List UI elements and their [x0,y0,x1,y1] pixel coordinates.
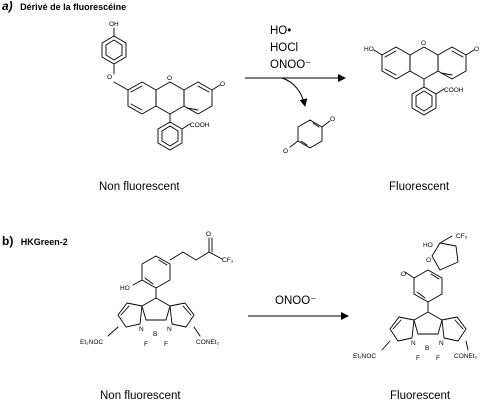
atom-o-spiro: O [426,257,432,264]
atom-o-ether: O [107,74,113,81]
atom-f-left-product: F [416,355,420,362]
atom-b-product: B [425,345,430,352]
atom-et2noc-left: Et₂NOC [80,339,104,346]
panel-a-reagents [270,25,311,71]
atom-o-bridge-right: O [421,40,427,47]
benzoquinone-structure [283,116,335,155]
hkgreen-2-structure [80,231,234,348]
atom-b: B [153,331,158,338]
atom-oh-top: OH [109,21,119,28]
atom-o-bridge: O [167,75,173,82]
atom-n-right-product: N [439,340,444,347]
reagent-peroxynitrite: ONOO⁻ [270,59,312,71]
panel-a [2,0,479,193]
fluorescein-structure [364,40,479,115]
reagent-hydroxyl-radical: HO• [270,25,292,37]
panel-b-letter: b) [2,234,14,248]
atom-cf3-left: CF₃ [222,257,234,264]
atom-ho-phenol: HO [120,285,130,292]
panel-b-heading [2,232,68,249]
atom-o-sidechain: O [206,231,212,238]
atom-cooh-right: COOH [444,87,464,94]
panel-b-left-caption: Non fluorescent [100,390,181,402]
atom-o-ketone-right: O [474,46,480,53]
panel-a-title: Dérivé de la fluorescéine [20,2,127,12]
panel-b [2,231,478,402]
atom-ho-right: HO [364,46,374,53]
panel-a-reaction-arrow [245,78,345,106]
atom-et2noc-right: Et₂NOC [353,353,377,360]
reagent-peroxynitrite-b: ONOO⁻ [275,295,317,307]
atom-cf3-right: CF₃ [456,233,468,240]
atom-n-left: N [139,326,144,333]
atom-o-quinone-bottom: O [283,148,289,155]
panel-a-heading [2,0,126,14]
panel-a-right-caption: Fluorescent [389,181,450,193]
panel-b-title: HKGreen-2 [20,237,68,247]
reagent-hypochlorous-acid: HOCl [270,42,299,54]
atom-n-left-product: N [411,340,416,347]
panel-a-letter: a) [2,0,13,13]
atom-o-ketone: O [220,81,226,88]
atom-n-right: N [167,326,172,333]
atom-f-right: F [164,341,168,348]
panel-b-reaction-arrow [248,295,348,316]
atom-o-quinone-top: O [330,116,336,123]
atom-conet2-right: CONEt₂ [454,353,478,360]
atom-cooh-left: COOH [190,122,210,129]
atom-o-dienone: O [401,271,407,278]
atom-conet2-left: CONEt₂ [196,339,220,346]
panel-a-left-caption: Non fluorescent [99,181,180,193]
fluorescein-derivative-structure [102,21,225,150]
atom-f-left: F [144,341,148,348]
atom-f-right-product: F [436,355,440,362]
atom-ho-product: HO [423,242,433,249]
panel-b-right-caption: Fluorescent [390,390,451,402]
hkgreen-2-product-structure [353,233,478,362]
